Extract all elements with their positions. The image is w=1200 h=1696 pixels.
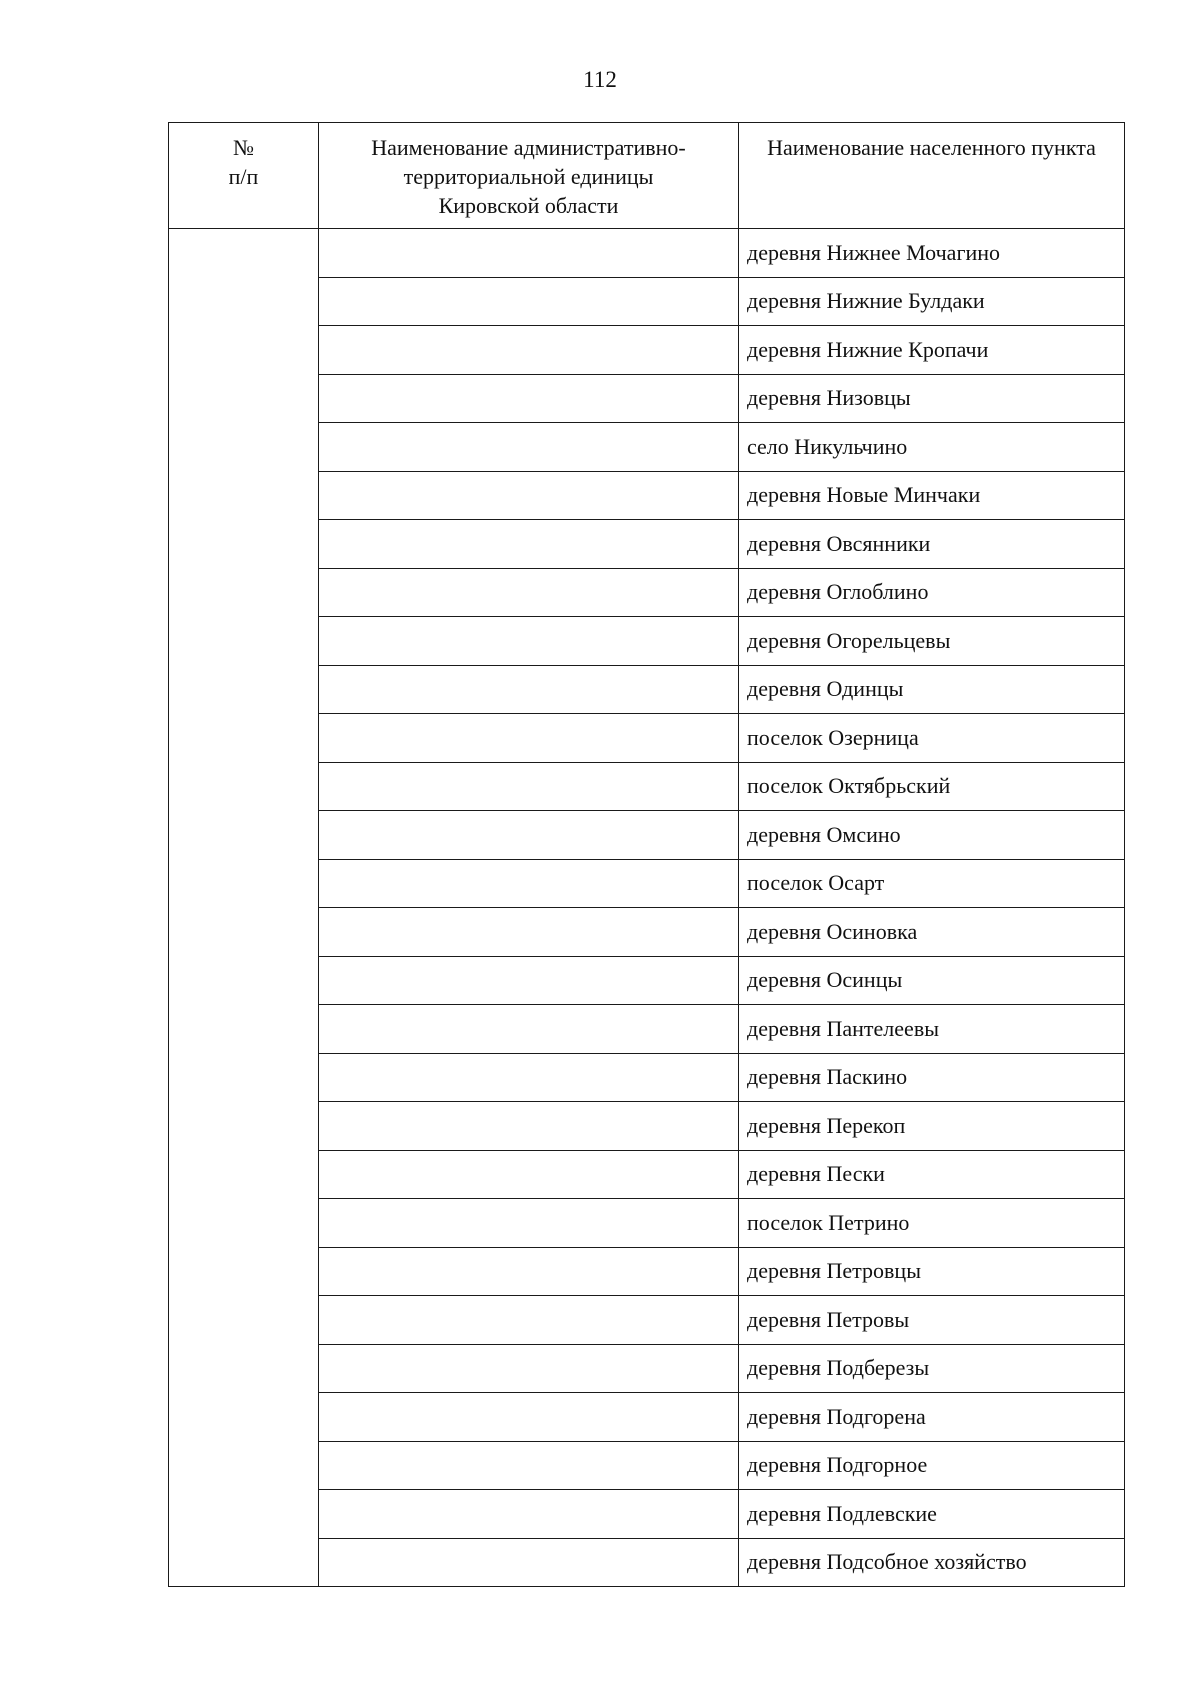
admin-unit-cell xyxy=(319,229,739,278)
settlement-name: поселок Осарт xyxy=(739,859,1125,908)
admin-unit-cell xyxy=(319,1296,739,1345)
settlement-name: деревня Одинцы xyxy=(739,665,1125,714)
settlements-table xyxy=(168,122,1125,1587)
admin-unit-cell xyxy=(319,1441,739,1490)
settlement-name: поселок Петрино xyxy=(739,1199,1125,1248)
admin-unit-cell xyxy=(319,568,739,617)
header-admin-unit-line1: Наименование административно- xyxy=(371,135,686,160)
header-settlement xyxy=(739,123,1125,229)
admin-unit-cell xyxy=(319,1393,739,1442)
admin-unit-cell xyxy=(319,1344,739,1393)
table-body xyxy=(169,229,1125,1587)
row-number-cell xyxy=(169,229,319,1587)
header-admin-unit xyxy=(319,123,739,229)
admin-unit-cell xyxy=(319,277,739,326)
admin-unit-cell xyxy=(319,665,739,714)
admin-unit-cell xyxy=(319,1005,739,1054)
settlement-name: деревня Перекоп xyxy=(739,1102,1125,1151)
table-row xyxy=(169,229,1125,278)
settlement-name: деревня Подгорена xyxy=(739,1393,1125,1442)
settlement-name: деревня Осиновка xyxy=(739,908,1125,957)
settlement-name: деревня Нижнее Мочагино xyxy=(739,229,1125,278)
settlement-name: деревня Осинцы xyxy=(739,956,1125,1005)
header-admin-unit-line3: Кировской области xyxy=(438,193,619,218)
admin-unit-cell xyxy=(319,1247,739,1296)
settlement-name: деревня Петровы xyxy=(739,1296,1125,1345)
settlement-name: село Никульчино xyxy=(739,423,1125,472)
settlement-name: деревня Оглоблино xyxy=(739,568,1125,617)
header-settlement-text: Наименование населенного пункта xyxy=(767,135,1096,160)
settlement-name: деревня Паскино xyxy=(739,1053,1125,1102)
admin-unit-cell xyxy=(319,1150,739,1199)
admin-unit-cell xyxy=(319,714,739,763)
admin-unit-cell xyxy=(319,1102,739,1151)
settlement-name: деревня Подберезы xyxy=(739,1344,1125,1393)
admin-unit-cell xyxy=(319,617,739,666)
settlement-name: деревня Огорельцевы xyxy=(739,617,1125,666)
header-admin-unit-line2: территориальной единицы xyxy=(403,164,654,189)
settlement-name: деревня Подлевские xyxy=(739,1490,1125,1539)
admin-unit-cell xyxy=(319,1053,739,1102)
admin-unit-cell xyxy=(319,423,739,472)
settlement-name: деревня Подсобное хозяйство xyxy=(739,1538,1125,1587)
settlement-name: деревня Овсянники xyxy=(739,520,1125,569)
page-number: 112 xyxy=(583,67,617,92)
header-number xyxy=(169,123,319,229)
header-row xyxy=(169,123,1125,229)
settlement-name: деревня Пески xyxy=(739,1150,1125,1199)
header-number-line2: п/п xyxy=(228,164,259,189)
admin-unit-cell xyxy=(319,859,739,908)
settlement-name: деревня Петровцы xyxy=(739,1247,1125,1296)
admin-unit-cell xyxy=(319,762,739,811)
admin-unit-cell xyxy=(319,811,739,860)
admin-unit-cell xyxy=(319,326,739,375)
settlement-name: деревня Нижние Булдаки xyxy=(739,277,1125,326)
settlement-name: деревня Нижние Кропачи xyxy=(739,326,1125,375)
header-number-line1: № xyxy=(233,135,254,160)
admin-unit-cell xyxy=(319,374,739,423)
settlement-name: поселок Озерница xyxy=(739,714,1125,763)
admin-unit-cell xyxy=(319,1490,739,1539)
admin-unit-cell xyxy=(319,1199,739,1248)
admin-unit-cell xyxy=(319,520,739,569)
settlement-name: деревня Пантелеевы xyxy=(739,1005,1125,1054)
admin-unit-cell xyxy=(319,908,739,957)
settlement-name: поселок Октябрьский xyxy=(739,762,1125,811)
settlement-name: деревня Новые Минчаки xyxy=(739,471,1125,520)
admin-unit-cell xyxy=(319,471,739,520)
admin-unit-cell xyxy=(319,1538,739,1587)
admin-unit-cell xyxy=(319,956,739,1005)
settlement-name: деревня Подгорное xyxy=(739,1441,1125,1490)
settlement-name: деревня Низовцы xyxy=(739,374,1125,423)
settlement-name: деревня Омсино xyxy=(739,811,1125,860)
table-header xyxy=(169,123,1125,229)
